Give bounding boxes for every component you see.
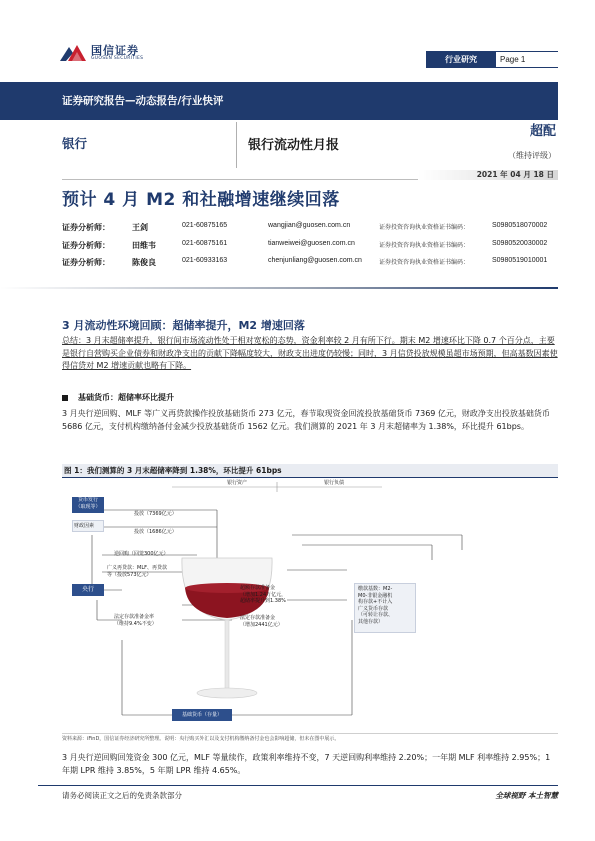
analyst-name: 田维韦 [132, 240, 156, 250]
report-category-banner: 证券研究报告—动态报告/行业快评 [0, 82, 558, 120]
body-paragraph: 3 月央行逆回购、MLF 等广义再贷款操作投放基础货币 273 亿元，春节取现资金回流投放基础货币 7369 亿元，财政净支出投放基础货币 5686 亿元，支付机构缴纳备付金减少投放基础货币 1562 亿元。我们测算的 2021 年 3 月末超储率为 1.38%，环比提升 61bps。 [62, 409, 550, 431]
analyst-name: 王剑 [132, 223, 148, 232]
page-number: Page 1 [496, 51, 558, 68]
base-money-box: 基础货币（存量） [172, 709, 232, 721]
analyst-phone: 021-60875165 [182, 222, 228, 229]
fiscal-box: 财政因素 [72, 520, 104, 532]
rating-note: （维持评级） [508, 151, 556, 160]
excess-reserve-label: 超额存款准备金 （增加1.24万亿元， 超储率提升到1.38% [240, 585, 287, 604]
analyst-phone: 021-60875161 [182, 239, 228, 247]
analyst-email[interactable]: wangjian@guosen.com.cn [268, 222, 351, 229]
footer-slogan: 全球视野 本土智慧 [495, 791, 558, 800]
logo-text-cn: 国信证券 [91, 44, 139, 57]
footer-disclaimer: 请务必阅读正文之后的免责条款部分 [62, 791, 182, 800]
statutory-deposit-label: 法定存款准备金 （增加2441亿元） [240, 615, 283, 628]
logo-text-en: GUOSEN SECURITIES [91, 56, 144, 61]
summary-paragraph: 总结：3 月末超储率提升，银行间市场流动性处于相对宽松的态势，资金利率较 2 月有所下行。期末 M2 增速环比下降 0.7 个百分点，主要是银行自营购买企业债券和财政净支出的贡献下降幅度较大，财政支出进度仍较慢；同时，3 月信贷投放规模虽超市场预期，但高基数因素使得信贷对 M2 增速贡献也略有下降。 [62, 336, 558, 370]
analyst-cert-number: S0980520030002 [492, 239, 548, 247]
figure-source: 资料来源：iFinD，国信证券经济研究所整理。说明：央行购买外汇以及支付机构缴纳备付金也会影响超储，但未在图中展示。 [62, 733, 558, 743]
analyst-email[interactable]: tianweiwei@guosen.com.cn [268, 239, 355, 247]
wine-glass-icon [182, 558, 272, 698]
analyst-row [62, 257, 558, 275]
analyst-cert-label: 证券投资咨询执业资格证书编码： [379, 241, 470, 249]
reverse-repo-label: 逆回购（回笼300亿元） [114, 551, 169, 557]
report-title: 预计 4 月 M2 和社融增速继续回落 [62, 190, 340, 210]
analyst-cert-label: 证券投资咨询执业资格证书编码： [379, 224, 470, 231]
broad-relending-label: 广义再贷款：MLF、再贷款 等（投放573亿元） [107, 565, 167, 578]
footer-divider [38, 785, 558, 786]
analyst-role: 证券分析师： [62, 223, 110, 232]
industry-label: 银行 [62, 136, 88, 151]
analyst-role: 证券分析师： [62, 258, 110, 267]
col-bank-liabilities: 银行负债 [324, 480, 345, 486]
diagram-lines [62, 480, 558, 730]
col-bank-assets: 银行资产 [227, 480, 248, 486]
analyst-name: 陈俊良 [132, 258, 156, 267]
analyst-row [62, 240, 558, 258]
analyst-cert-number: S0980519010001 [492, 257, 548, 264]
section-divider [0, 287, 558, 289]
rating: 超配 [529, 124, 556, 139]
report-name: 银行流动性月报 [248, 138, 340, 153]
currency-issue-box: 货币发行 （取现等） [72, 497, 104, 513]
statutory-ratio-label: 法定存款准备金率 （维持9.4%不变） [114, 614, 157, 627]
release-1686-label: 投放（1686亿元） [134, 529, 177, 535]
subsection-heading-text: 基础货币：超储率环比提升 [78, 393, 174, 402]
company-logo [58, 39, 158, 67]
analyst-email[interactable]: chenjunliang@guosen.com.cn [268, 257, 362, 264]
figure-title: 图 1：我们测算的 3 月末超储率降到 1.38%，环比提升 61bps [62, 464, 558, 478]
analyst-phone: 021-60933163 [182, 257, 228, 264]
header-divider [236, 122, 237, 168]
report-type-badge: 行业研究 [426, 51, 496, 68]
analyst-cert-label: 证券投资咨询执业资格证书编码： [379, 259, 470, 266]
analyst-cert-number: S0980518070002 [492, 222, 548, 229]
deposit-base-box: 缴款基数：M2- M0-非银金融机 构存款+不计入 广义货币存款 （可转让存款、 其他存款） [354, 583, 416, 633]
body-paragraph: 3 月央行逆回购回笼资金 300 亿元，MLF 等量续作，政策利率维持不变，7 天逆回购利率维持 2.20%；一年期 MLF 利率维持 2.95%；1 年期 LPR 维持 3.85%，5 年期 LPR 维持 4.65%。 [62, 753, 551, 775]
analyst-list [62, 222, 558, 275]
release-7369-label: 投放（7369亿元） [134, 511, 177, 517]
section-heading: 3 月流动性环境回顾：超储率提升，M2 增速回落 [62, 319, 305, 332]
central-bank-box: 央行 [72, 584, 104, 596]
subsection-heading [62, 392, 174, 403]
report-date: 2021 年 04 月 18 日 [476, 170, 554, 179]
logo-mark-icon [58, 41, 88, 63]
analyst-row [62, 222, 558, 240]
square-bullet-icon [62, 395, 68, 401]
analyst-role: 证券分析师： [62, 240, 110, 250]
base-money-diagram [62, 480, 558, 730]
date-bar [62, 170, 558, 180]
